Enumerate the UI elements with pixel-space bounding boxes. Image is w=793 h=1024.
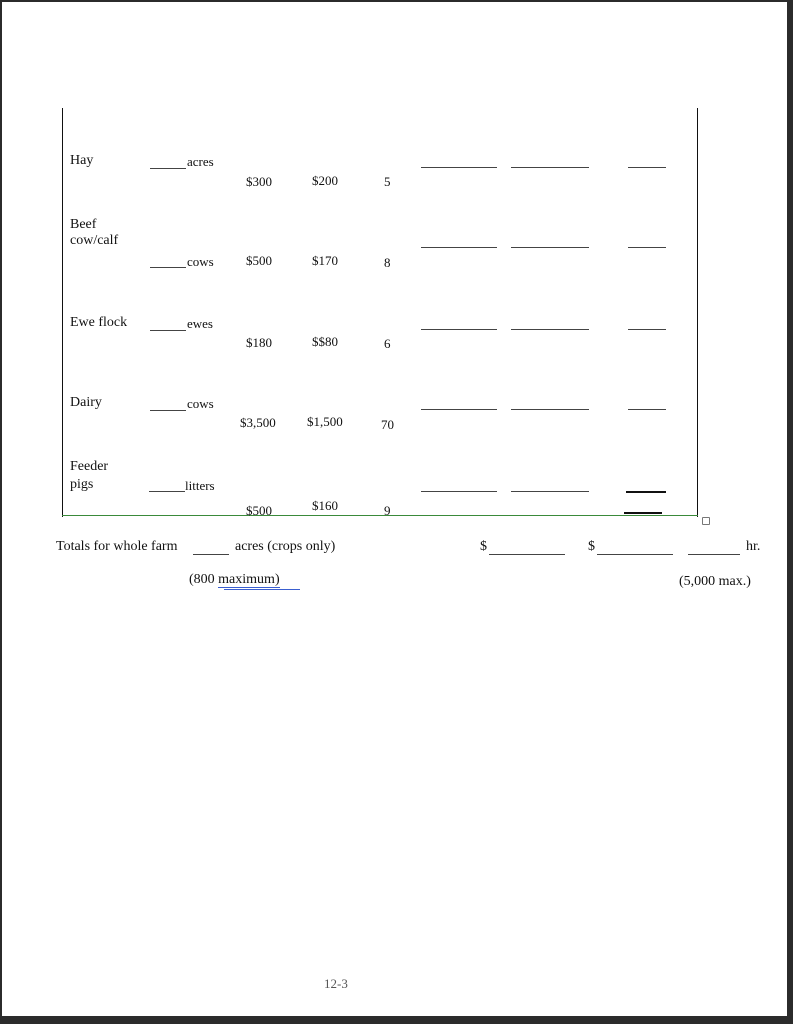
answer-blank-2[interactable] bbox=[511, 329, 589, 330]
quantity-blank[interactable] bbox=[150, 410, 186, 411]
row-name-line2: cow/calf bbox=[70, 233, 119, 248]
totals-blank-1[interactable] bbox=[489, 554, 565, 555]
acres-note bbox=[189, 572, 280, 588]
row-name: Ewe flock bbox=[70, 315, 128, 330]
answer-blank-3-lower[interactable] bbox=[624, 512, 662, 514]
totals-hours-label: hr. bbox=[746, 539, 761, 554]
answer-blank-3[interactable] bbox=[628, 409, 666, 410]
row-unit: cows bbox=[187, 254, 214, 269]
quantity-blank[interactable] bbox=[149, 491, 185, 492]
quantity-blank[interactable] bbox=[150, 168, 186, 169]
quantity-blank[interactable] bbox=[150, 267, 186, 268]
row-value1: $500 bbox=[246, 503, 272, 518]
answer-blank-3[interactable] bbox=[626, 491, 666, 493]
answer-blank-1[interactable] bbox=[421, 329, 497, 330]
table-resize-handle[interactable] bbox=[702, 517, 710, 525]
acres-note-prefix: (800 bbox=[189, 572, 219, 587]
table-left-border bbox=[62, 108, 63, 517]
answer-blank-1[interactable] bbox=[421, 409, 497, 410]
row-name-line2: pigs bbox=[70, 477, 94, 492]
acres-note-link-underline bbox=[224, 589, 300, 590]
page-number: 12-3 bbox=[324, 976, 348, 991]
answer-blank-3[interactable] bbox=[628, 167, 666, 168]
row-name: Feeder bbox=[70, 459, 109, 474]
table-bottom-border bbox=[62, 515, 698, 516]
totals-blank-2[interactable] bbox=[597, 554, 673, 555]
answer-blank-2[interactable] bbox=[511, 167, 589, 168]
row-name: Hay bbox=[70, 153, 94, 168]
document-page bbox=[2, 2, 787, 1016]
row-value2: $170 bbox=[312, 253, 338, 268]
row-value1: $500 bbox=[246, 253, 272, 268]
row-unit: cows bbox=[187, 396, 214, 411]
totals-hours-blank[interactable] bbox=[688, 554, 740, 555]
row-name: Beef bbox=[70, 217, 97, 232]
row-unit: acres bbox=[187, 154, 214, 169]
row-value1: $3,500 bbox=[240, 415, 276, 430]
row-value2: $160 bbox=[312, 498, 338, 513]
answer-blank-1[interactable] bbox=[421, 167, 497, 168]
totals-dollar2: $ bbox=[588, 539, 595, 554]
totals-acres-blank[interactable] bbox=[193, 554, 229, 555]
table-right-border bbox=[697, 108, 698, 517]
answer-blank-2[interactable] bbox=[511, 409, 589, 410]
answer-blank-2[interactable] bbox=[511, 247, 589, 248]
totals-dollar1: $ bbox=[480, 539, 487, 554]
row-value3: 6 bbox=[384, 336, 391, 351]
answer-blank-3[interactable] bbox=[628, 247, 666, 248]
quantity-blank[interactable] bbox=[150, 330, 186, 331]
row-value1: $180 bbox=[246, 335, 272, 350]
answer-blank-3[interactable] bbox=[628, 329, 666, 330]
acres-note-link[interactable]: maximum) bbox=[218, 572, 280, 587]
row-value1: $300 bbox=[246, 174, 272, 189]
row-value3: 5 bbox=[384, 174, 391, 189]
answer-blank-1[interactable] bbox=[421, 491, 497, 492]
answer-blank-2[interactable] bbox=[511, 491, 589, 492]
row-unit: ewes bbox=[187, 316, 213, 331]
row-value3: 9 bbox=[384, 503, 391, 518]
answer-blank-1[interactable] bbox=[421, 247, 497, 248]
totals-acres-label: acres (crops only) bbox=[235, 539, 336, 554]
row-value3: 70 bbox=[381, 417, 394, 432]
totals-label: Totals for whole farm bbox=[56, 539, 178, 554]
hours-note: (5,000 max.) bbox=[679, 574, 751, 589]
row-value2: $$80 bbox=[312, 334, 338, 349]
row-value3: 8 bbox=[384, 255, 391, 270]
row-unit: litters bbox=[185, 478, 215, 493]
row-name: Dairy bbox=[70, 395, 102, 410]
row-value2: $200 bbox=[312, 173, 338, 188]
row-value2: $1,500 bbox=[307, 414, 343, 429]
